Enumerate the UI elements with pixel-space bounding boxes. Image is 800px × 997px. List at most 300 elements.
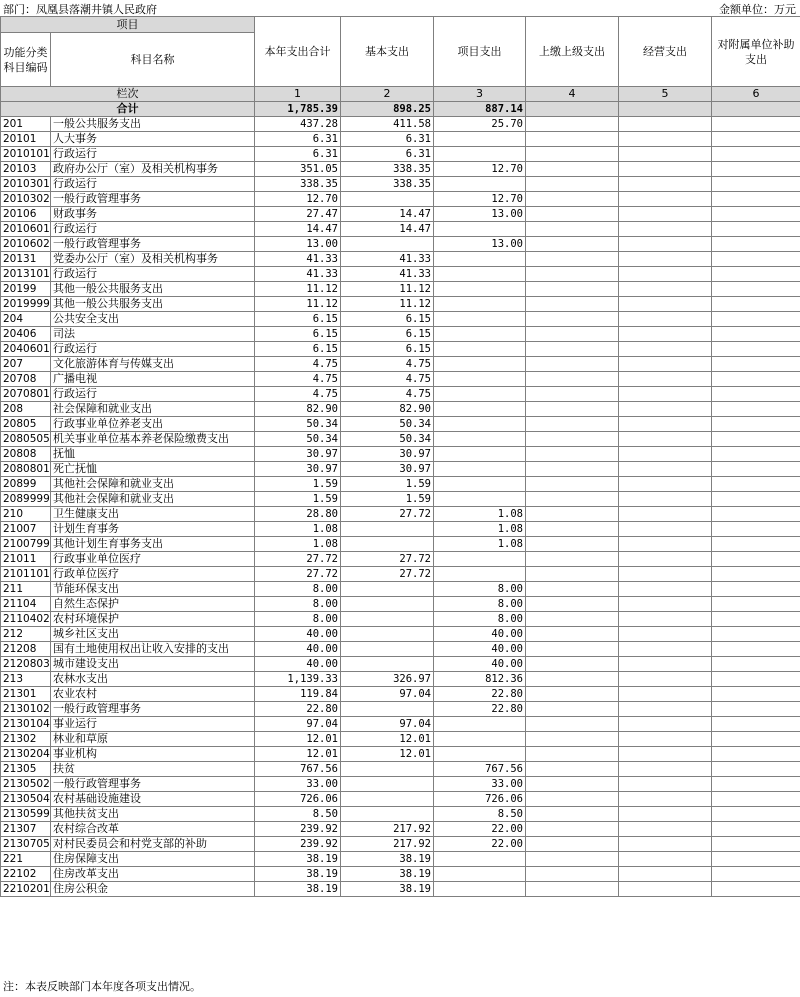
upper-cell — [526, 117, 619, 132]
name-cell: 住房改革支出 — [51, 867, 255, 882]
table-row — [1, 297, 800, 312]
subsidy-cell — [712, 282, 800, 297]
table-row — [1, 522, 800, 537]
total-cell: 27.72 — [255, 552, 341, 567]
table-row — [1, 357, 800, 372]
business-cell — [619, 852, 712, 867]
total-cell: 22.80 — [255, 702, 341, 717]
subsidy-cell — [712, 177, 800, 192]
name-cell: 节能环保支出 — [51, 582, 255, 597]
basic-cell — [341, 762, 434, 777]
business-cell — [619, 672, 712, 687]
basic-cell — [341, 192, 434, 207]
project-cell: 40.00 — [434, 657, 526, 672]
project-cell — [434, 717, 526, 732]
table-row — [1, 192, 800, 207]
name-cell: 农林水支出 — [51, 672, 255, 687]
code-cell: 208 — [1, 402, 51, 417]
code-cell: 20899 — [1, 477, 51, 492]
total-cell: 351.05 — [255, 162, 341, 177]
total-cell: 8.00 — [255, 582, 341, 597]
project-cell: 33.00 — [434, 777, 526, 792]
name-cell: 行政单位医疗 — [51, 567, 255, 582]
name-cell: 人大事务 — [51, 132, 255, 147]
project-cell: 22.80 — [434, 687, 526, 702]
upper-cell — [526, 462, 619, 477]
basic-cell — [341, 777, 434, 792]
total-cell: 82.90 — [255, 402, 341, 417]
table-row — [1, 447, 800, 462]
upper-cell — [526, 192, 619, 207]
subsidy-cell — [712, 507, 800, 522]
table-row — [1, 402, 800, 417]
upper-cell — [526, 507, 619, 522]
basic-cell: 1.59 — [341, 477, 434, 492]
name-cell: 住房公积金 — [51, 882, 255, 897]
total-cell: 6.15 — [255, 342, 341, 357]
upper-cell — [526, 387, 619, 402]
basic-cell — [341, 612, 434, 627]
upper-cell — [526, 492, 619, 507]
table-row — [1, 672, 800, 687]
basic-cell: 27.72 — [341, 507, 434, 522]
table-row — [1, 597, 800, 612]
sequence-4: 4 — [526, 87, 619, 102]
basic-cell: 30.97 — [341, 462, 434, 477]
code-cell: 212 — [1, 627, 51, 642]
table-row — [1, 492, 800, 507]
upper-cell — [526, 672, 619, 687]
subsidy-cell — [712, 252, 800, 267]
header-item: 项目 — [1, 17, 255, 33]
basic-cell: 326.97 — [341, 672, 434, 687]
total-cell: 14.47 — [255, 222, 341, 237]
project-cell: 13.00 — [434, 237, 526, 252]
name-cell: 一般行政管理事务 — [51, 192, 255, 207]
basic-cell: 27.72 — [341, 552, 434, 567]
subsidy-cell — [712, 792, 800, 807]
basic-cell: 11.12 — [341, 282, 434, 297]
code-cell: 2130102 — [1, 702, 51, 717]
upper-cell — [526, 687, 619, 702]
name-cell: 公共安全支出 — [51, 312, 255, 327]
subsidy-cell — [712, 837, 800, 852]
name-cell: 其他社会保障和就业支出 — [51, 477, 255, 492]
subsidy-cell — [712, 597, 800, 612]
upper-cell — [526, 372, 619, 387]
upper-cell — [526, 477, 619, 492]
total-cell: 4.75 — [255, 387, 341, 402]
upper-cell — [526, 327, 619, 342]
business-cell — [619, 627, 712, 642]
project-cell — [434, 312, 526, 327]
name-cell: 住房保障支出 — [51, 852, 255, 867]
upper-cell — [526, 837, 619, 852]
business-cell — [619, 147, 712, 162]
table-row — [1, 267, 800, 282]
basic-cell: 38.19 — [341, 867, 434, 882]
table-row — [1, 222, 800, 237]
total-basic: 898.25 — [341, 102, 434, 117]
subsidy-cell — [712, 657, 800, 672]
basic-cell — [341, 627, 434, 642]
table-row — [1, 807, 800, 822]
code-cell: 20406 — [1, 327, 51, 342]
business-cell — [619, 372, 712, 387]
table-row — [1, 432, 800, 447]
business-cell — [619, 597, 712, 612]
upper-cell — [526, 432, 619, 447]
business-cell — [619, 207, 712, 222]
total-cell: 1.59 — [255, 477, 341, 492]
total-cell: 33.00 — [255, 777, 341, 792]
name-cell: 一般公共服务支出 — [51, 117, 255, 132]
table-row — [1, 642, 800, 657]
basic-cell: 1.59 — [341, 492, 434, 507]
project-cell — [434, 372, 526, 387]
table-row — [1, 252, 800, 267]
sequence-3: 3 — [434, 87, 526, 102]
basic-cell: 12.01 — [341, 747, 434, 762]
business-cell — [619, 687, 712, 702]
subsidy-cell — [712, 372, 800, 387]
code-cell: 2130104 — [1, 717, 51, 732]
upper-cell — [526, 282, 619, 297]
business-cell — [619, 492, 712, 507]
basic-cell: 38.19 — [341, 882, 434, 897]
total-cell: 8.00 — [255, 612, 341, 627]
project-cell: 8.50 — [434, 807, 526, 822]
total-cell: 1.08 — [255, 537, 341, 552]
total-cell: 38.19 — [255, 882, 341, 897]
subsidy-cell — [712, 807, 800, 822]
subsidy-cell — [712, 732, 800, 747]
subsidy-cell — [712, 717, 800, 732]
upper-cell — [526, 402, 619, 417]
name-cell: 抚恤 — [51, 447, 255, 462]
basic-cell: 217.92 — [341, 837, 434, 852]
total-cell: 41.33 — [255, 252, 341, 267]
total-label: 合计 — [1, 102, 255, 117]
code-cell: 2010302 — [1, 192, 51, 207]
table-row — [1, 132, 800, 147]
basic-cell: 14.47 — [341, 207, 434, 222]
basic-cell — [341, 522, 434, 537]
basic-cell: 11.12 — [341, 297, 434, 312]
business-cell — [619, 792, 712, 807]
code-cell: 20131 — [1, 252, 51, 267]
upper-cell — [526, 297, 619, 312]
subsidy-cell — [712, 417, 800, 432]
project-cell — [434, 882, 526, 897]
code-cell: 2130504 — [1, 792, 51, 807]
table-row — [1, 852, 800, 867]
report-header — [0, 0, 800, 16]
code-cell: 2010601 — [1, 222, 51, 237]
expenditure-table — [0, 16, 800, 897]
name-cell: 扶贫 — [51, 762, 255, 777]
project-cell — [434, 732, 526, 747]
project-cell: 22.80 — [434, 702, 526, 717]
table-row — [1, 687, 800, 702]
basic-cell: 27.72 — [341, 567, 434, 582]
basic-cell: 30.97 — [341, 447, 434, 462]
upper-cell — [526, 762, 619, 777]
upper-cell — [526, 582, 619, 597]
subsidy-cell — [712, 642, 800, 657]
total-upper — [526, 102, 619, 117]
table-row — [1, 207, 800, 222]
header-business: 经营支出 — [619, 17, 712, 87]
project-cell: 8.00 — [434, 612, 526, 627]
basic-cell: 6.31 — [341, 147, 434, 162]
business-cell — [619, 387, 712, 402]
table-row — [1, 867, 800, 882]
project-cell — [434, 267, 526, 282]
name-cell: 其他一般公共服务支出 — [51, 282, 255, 297]
table-row — [1, 777, 800, 792]
code-cell: 2013101 — [1, 267, 51, 282]
project-cell — [434, 387, 526, 402]
project-cell — [434, 432, 526, 447]
business-cell — [619, 567, 712, 582]
code-cell: 2110402 — [1, 612, 51, 627]
business-cell — [619, 612, 712, 627]
name-cell: 一般行政管理事务 — [51, 702, 255, 717]
upper-cell — [526, 867, 619, 882]
upper-cell — [526, 252, 619, 267]
name-cell: 农村综合改革 — [51, 822, 255, 837]
name-cell: 一般行政管理事务 — [51, 237, 255, 252]
total-cell: 30.97 — [255, 447, 341, 462]
subsidy-cell — [712, 297, 800, 312]
basic-cell: 82.90 — [341, 402, 434, 417]
subsidy-cell — [712, 207, 800, 222]
total-cell: 6.15 — [255, 327, 341, 342]
business-cell — [619, 252, 712, 267]
code-cell: 204 — [1, 312, 51, 327]
project-cell — [434, 297, 526, 312]
total-cell: 50.34 — [255, 432, 341, 447]
business-cell — [619, 702, 712, 717]
subsidy-cell — [712, 117, 800, 132]
basic-cell: 97.04 — [341, 687, 434, 702]
basic-cell — [341, 537, 434, 552]
basic-cell: 4.75 — [341, 387, 434, 402]
project-cell — [434, 327, 526, 342]
total-cell: 767.56 — [255, 762, 341, 777]
basic-cell: 4.75 — [341, 372, 434, 387]
code-cell: 21104 — [1, 597, 51, 612]
name-cell: 事业运行 — [51, 717, 255, 732]
basic-cell — [341, 792, 434, 807]
table-row — [1, 747, 800, 762]
project-cell — [434, 492, 526, 507]
code-cell: 21208 — [1, 642, 51, 657]
subsidy-cell — [712, 747, 800, 762]
basic-cell: 411.58 — [341, 117, 434, 132]
business-cell — [619, 552, 712, 567]
project-cell: 1.08 — [434, 537, 526, 552]
name-cell: 事业机构 — [51, 747, 255, 762]
code-cell: 20106 — [1, 207, 51, 222]
subsidy-cell — [712, 822, 800, 837]
subsidy-cell — [712, 192, 800, 207]
name-cell: 农村环境保护 — [51, 612, 255, 627]
project-cell: 22.00 — [434, 822, 526, 837]
code-cell: 211 — [1, 582, 51, 597]
subsidy-cell — [712, 882, 800, 897]
total-row — [1, 102, 800, 117]
basic-cell: 338.35 — [341, 177, 434, 192]
code-cell: 20708 — [1, 372, 51, 387]
subsidy-cell — [712, 267, 800, 282]
project-cell — [434, 402, 526, 417]
business-cell — [619, 297, 712, 312]
project-cell — [434, 852, 526, 867]
subsidy-cell — [712, 147, 800, 162]
subsidy-cell — [712, 777, 800, 792]
name-cell: 城乡社区支出 — [51, 627, 255, 642]
subsidy-cell — [712, 327, 800, 342]
name-cell: 行政事业单位养老支出 — [51, 417, 255, 432]
project-cell: 13.00 — [434, 207, 526, 222]
table-row — [1, 117, 800, 132]
code-cell: 2130599 — [1, 807, 51, 822]
business-cell — [619, 807, 712, 822]
subsidy-cell — [712, 582, 800, 597]
upper-cell — [526, 747, 619, 762]
total-cell: 50.34 — [255, 417, 341, 432]
business-cell — [619, 642, 712, 657]
table-row — [1, 792, 800, 807]
subsidy-cell — [712, 357, 800, 372]
upper-cell — [526, 852, 619, 867]
subsidy-cell — [712, 222, 800, 237]
project-cell — [434, 222, 526, 237]
table-row — [1, 567, 800, 582]
basic-cell: 217.92 — [341, 822, 434, 837]
project-cell: 25.70 — [434, 117, 526, 132]
code-cell: 201 — [1, 117, 51, 132]
sequence-label: 栏次 — [1, 87, 255, 102]
project-cell: 767.56 — [434, 762, 526, 777]
total-cell: 13.00 — [255, 237, 341, 252]
business-cell — [619, 837, 712, 852]
code-cell: 2130502 — [1, 777, 51, 792]
total-cell: 8.50 — [255, 807, 341, 822]
code-cell: 2130204 — [1, 747, 51, 762]
subsidy-cell — [712, 552, 800, 567]
upper-cell — [526, 552, 619, 567]
basic-cell: 41.33 — [341, 252, 434, 267]
basic-cell — [341, 582, 434, 597]
name-cell: 林业和草原 — [51, 732, 255, 747]
basic-cell — [341, 642, 434, 657]
code-cell: 20199 — [1, 282, 51, 297]
name-cell: 文化旅游体育与传媒支出 — [51, 357, 255, 372]
project-cell: 12.70 — [434, 162, 526, 177]
project-cell: 12.70 — [434, 192, 526, 207]
footnote: 注：本表反映部门本年度各项支出情况。 — [3, 980, 201, 993]
name-cell: 党委办公厅（室）及相关机构事务 — [51, 252, 255, 267]
project-cell — [434, 567, 526, 582]
table-row — [1, 477, 800, 492]
subsidy-cell — [712, 522, 800, 537]
project-cell — [434, 747, 526, 762]
business-cell — [619, 507, 712, 522]
business-cell — [619, 312, 712, 327]
total-cell: 38.19 — [255, 852, 341, 867]
basic-cell: 6.15 — [341, 312, 434, 327]
code-cell: 207 — [1, 357, 51, 372]
upper-cell — [526, 417, 619, 432]
project-cell: 726.06 — [434, 792, 526, 807]
project-cell: 812.36 — [434, 672, 526, 687]
header-upper: 上缴上级支出 — [526, 17, 619, 87]
total-cell: 6.15 — [255, 312, 341, 327]
project-cell — [434, 477, 526, 492]
name-cell: 社会保障和就业支出 — [51, 402, 255, 417]
subsidy-cell — [712, 627, 800, 642]
name-cell: 死亡抚恤 — [51, 462, 255, 477]
name-cell: 行政运行 — [51, 147, 255, 162]
total-cell: 338.35 — [255, 177, 341, 192]
total-cell: 40.00 — [255, 627, 341, 642]
header-code: 功能分类科目编码 — [1, 33, 51, 87]
table-row — [1, 342, 800, 357]
table-row — [1, 717, 800, 732]
business-cell — [619, 747, 712, 762]
total-sum: 1,785.39 — [255, 102, 341, 117]
table-row — [1, 627, 800, 642]
subsidy-cell — [712, 132, 800, 147]
table-row — [1, 762, 800, 777]
project-cell — [434, 447, 526, 462]
upper-cell — [526, 702, 619, 717]
name-cell: 行政运行 — [51, 387, 255, 402]
upper-cell — [526, 612, 619, 627]
project-cell: 8.00 — [434, 597, 526, 612]
subsidy-cell — [712, 867, 800, 882]
basic-cell: 38.19 — [341, 852, 434, 867]
total-cell: 38.19 — [255, 867, 341, 882]
name-cell: 机关事业单位基本养老保险缴费支出 — [51, 432, 255, 447]
business-cell — [619, 177, 712, 192]
total-cell: 97.04 — [255, 717, 341, 732]
table-row — [1, 462, 800, 477]
code-cell: 2210201 — [1, 882, 51, 897]
business-cell — [619, 522, 712, 537]
total-cell: 1,139.33 — [255, 672, 341, 687]
table-row — [1, 657, 800, 672]
upper-cell — [526, 447, 619, 462]
table-row — [1, 882, 800, 897]
table-row — [1, 537, 800, 552]
project-cell — [434, 147, 526, 162]
subsidy-cell — [712, 462, 800, 477]
upper-cell — [526, 162, 619, 177]
name-cell: 城市建设支出 — [51, 657, 255, 672]
name-cell: 其他社会保障和就业支出 — [51, 492, 255, 507]
business-cell — [619, 732, 712, 747]
table-row — [1, 282, 800, 297]
total-cell: 11.12 — [255, 282, 341, 297]
project-cell — [434, 552, 526, 567]
code-cell: 22102 — [1, 867, 51, 882]
business-cell — [619, 717, 712, 732]
business-cell — [619, 867, 712, 882]
